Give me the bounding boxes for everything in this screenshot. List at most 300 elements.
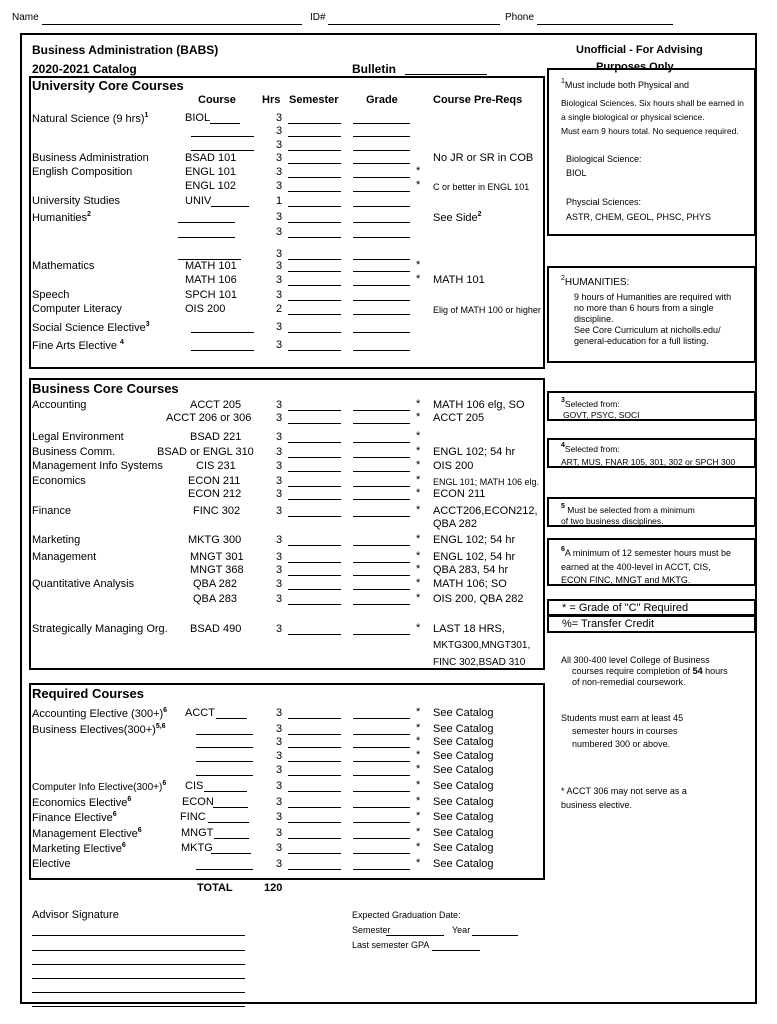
course-field[interactable] xyxy=(178,237,235,238)
advisor-signature-label: Advisor Signature xyxy=(32,909,119,921)
note4-line1: $^4$Selected from: xyxy=(561,442,620,454)
row-hours: 3 xyxy=(276,764,283,776)
row-prereq: ENGL 101; MATH 106 elg. xyxy=(433,477,540,487)
bulletin-label: Bulletin xyxy=(352,62,396,76)
note6-line1: $^6$A minimum of 12 semester hours must be xyxy=(561,546,731,558)
grade-field[interactable] xyxy=(353,123,410,124)
grade-c-marker: * xyxy=(416,411,421,423)
transfer-key: %= Transfer Credit xyxy=(562,618,655,630)
grade-field[interactable] xyxy=(353,775,410,776)
grade-field[interactable] xyxy=(353,853,410,854)
grade-field[interactable] xyxy=(353,761,410,762)
gpa-field[interactable] xyxy=(432,950,480,951)
name-field[interactable] xyxy=(42,24,302,25)
grade-field[interactable] xyxy=(353,575,410,576)
grade-c-marker: * xyxy=(416,722,421,734)
semester-field[interactable] xyxy=(288,471,341,472)
note1-box xyxy=(547,68,756,236)
semester-field[interactable] xyxy=(288,734,341,735)
note2-line2: no more than 6 hours from a single xyxy=(574,303,714,313)
col-hrs: Hrs xyxy=(262,94,281,106)
row-label: Computer Info $Elective(300+)^6$ xyxy=(32,780,167,793)
grade-c-marker: * xyxy=(416,430,421,442)
row-course: ECON xyxy=(182,796,214,808)
phone-field[interactable] xyxy=(537,24,673,25)
upper-note-3: of non-remedial coursework. xyxy=(572,677,686,687)
row-hours: 3 xyxy=(276,475,283,487)
phys-label: Physcial Sciences: xyxy=(566,197,642,207)
grade-field[interactable] xyxy=(353,634,410,635)
row-hours: 3 xyxy=(276,827,283,839)
row-prereq: ENGL 102; 54 hr xyxy=(433,534,516,546)
grade-field[interactable] xyxy=(353,206,410,207)
semester-field[interactable] xyxy=(288,791,341,792)
row-hours: 3 xyxy=(276,723,283,735)
grade-field[interactable] xyxy=(353,747,410,748)
row-course: ECON 211 xyxy=(188,475,241,487)
row-hours: 1 xyxy=(276,195,283,207)
row-hours: 3 xyxy=(276,274,283,286)
row-hours: 3 xyxy=(276,551,283,563)
signature-line[interactable] xyxy=(32,992,245,993)
grade-field[interactable] xyxy=(353,545,410,546)
course-field[interactable] xyxy=(196,761,253,762)
semester-field[interactable] xyxy=(288,516,341,517)
grade-field[interactable] xyxy=(353,807,410,808)
row-label: University Studies xyxy=(32,195,121,207)
grade-field[interactable] xyxy=(353,499,410,500)
course-field[interactable] xyxy=(210,123,240,124)
semester-field[interactable] xyxy=(288,575,341,576)
year-label: Year xyxy=(452,925,471,935)
row-course: CIS 231 xyxy=(196,460,236,472)
grade-field[interactable] xyxy=(353,410,410,411)
row-hours: 3 xyxy=(276,623,283,635)
course-field[interactable] xyxy=(214,838,249,839)
row-prereq: See Catalog xyxy=(433,842,494,854)
row-course: BSAD or ENGL 310 xyxy=(157,446,254,458)
row-hours: 3 xyxy=(276,321,283,333)
note2-line5: general-education for a full listing. xyxy=(574,336,709,346)
semester-field[interactable] xyxy=(288,123,341,124)
course-field[interactable] xyxy=(213,807,248,808)
course-field[interactable] xyxy=(191,332,254,333)
row-label: English Composition xyxy=(32,166,133,178)
row-course: QBA 283 xyxy=(193,593,238,605)
note1-line3: a single biological or physical science. xyxy=(561,112,705,122)
grade-c-marker: * xyxy=(416,857,421,869)
row-prereq: ACCT 205 xyxy=(433,412,485,424)
semester-field[interactable] xyxy=(288,350,341,351)
course-field[interactable] xyxy=(191,150,254,151)
grade-field[interactable] xyxy=(353,350,410,351)
grade-c-marker: * xyxy=(416,474,421,486)
semester-field[interactable] xyxy=(288,191,341,192)
last-gpa-label: Last semester GPA xyxy=(352,940,430,950)
university-core-heading: University Core Courses xyxy=(32,78,184,93)
row-course: MKTG xyxy=(181,842,213,854)
phone-label: Phone xyxy=(505,12,534,23)
row-course: MKTG 300 xyxy=(188,534,242,546)
grade-c-marker: * xyxy=(416,826,421,838)
grade-c-marker: * xyxy=(416,779,421,791)
col-grade: Grade xyxy=(366,94,398,106)
semester-field[interactable] xyxy=(288,300,341,301)
course-field[interactable] xyxy=(196,747,253,748)
note3-line1: $^3$Selected from: xyxy=(561,397,620,409)
row-course: BSAD 101 xyxy=(185,152,237,164)
course-field[interactable] xyxy=(208,822,249,823)
upper-note-1: All 300-400 level College of Business xyxy=(561,655,710,665)
note6-line2: earned at the 400-level in ACCT, CIS, xyxy=(561,562,711,572)
grade-field[interactable] xyxy=(353,222,410,223)
row-hours: 3 xyxy=(276,399,283,411)
row-label: Management xyxy=(32,551,97,563)
earn-note-3: numbered 300 or above. xyxy=(572,739,671,749)
semester-field[interactable] xyxy=(288,271,341,272)
note2-line3: discipline. xyxy=(574,314,614,324)
grade-field[interactable] xyxy=(353,486,410,487)
id-field[interactable] xyxy=(328,24,500,25)
grade-c-marker: * xyxy=(416,763,421,775)
row-label: Elective xyxy=(32,858,71,870)
semester-field[interactable] xyxy=(288,718,341,719)
course-field[interactable] xyxy=(216,718,247,719)
semester-field[interactable] xyxy=(288,822,341,823)
row-hours: 3 xyxy=(276,339,283,351)
row-prereq: See Catalog xyxy=(433,750,494,762)
note5-line1: $^5$ Must be selected from a minimum xyxy=(561,503,695,515)
row-label: Economics Elective$^6$ xyxy=(32,796,132,809)
phys-value: ASTR, CHEM, GEOL, PHSC, PHYS xyxy=(566,212,712,222)
grade-field[interactable] xyxy=(353,285,410,286)
row-course: ACCT xyxy=(185,707,215,719)
semester-field[interactable] xyxy=(288,853,341,854)
semester-field[interactable] xyxy=(288,237,341,238)
grade-field[interactable] xyxy=(353,259,410,260)
grade-field[interactable] xyxy=(353,271,410,272)
semester-field[interactable] xyxy=(288,222,341,223)
row-hours: 3 xyxy=(276,226,283,238)
row-hours: 3 xyxy=(276,811,283,823)
row-hours: 3 xyxy=(276,750,283,762)
note1-line1: $^1$Must include both Physical and xyxy=(561,78,689,90)
semester-field[interactable] xyxy=(386,935,444,936)
semester-field[interactable] xyxy=(288,747,341,748)
grade-c-marker: * xyxy=(416,622,421,634)
row-prereq: See Catalog xyxy=(433,796,494,808)
row-hours: 3 xyxy=(276,796,283,808)
grade-c-marker: * xyxy=(416,398,421,410)
row-hours: 3 xyxy=(276,505,283,517)
row-label: Business Comm. xyxy=(32,446,116,458)
row-label: Strategically Managing Org. xyxy=(32,623,168,635)
grade-field[interactable] xyxy=(353,300,410,301)
program-title: Business Administration (BABS) xyxy=(32,43,219,57)
note2-line4: See Core Curriculum at nicholls.edu/ xyxy=(574,325,721,335)
semester-field[interactable] xyxy=(288,545,341,546)
semester-field[interactable] xyxy=(288,589,341,590)
grade-field[interactable] xyxy=(353,163,410,164)
bulletin-field[interactable] xyxy=(405,74,487,75)
grade-field[interactable] xyxy=(353,604,410,605)
semester-field[interactable] xyxy=(288,410,341,411)
grade-field[interactable] xyxy=(353,332,410,333)
row-prereq: C or better in ENGL 101 xyxy=(433,182,530,192)
grade-c-marker: * xyxy=(416,259,421,271)
course-field[interactable] xyxy=(191,136,254,137)
row-hours: 3 xyxy=(276,125,283,137)
semester-field[interactable] xyxy=(288,332,341,333)
grade-field[interactable] xyxy=(353,314,410,315)
signature-line[interactable] xyxy=(32,950,245,951)
row-course: ECON 212 xyxy=(188,488,242,500)
row-label: Speech xyxy=(32,289,70,301)
year-field[interactable] xyxy=(472,935,518,936)
row-hours: 3 xyxy=(276,431,283,443)
row-hours: 3 xyxy=(276,780,283,792)
grade-field[interactable] xyxy=(353,442,410,443)
grade-c-marker: * xyxy=(416,810,421,822)
grade-c-marker: * xyxy=(416,445,421,457)
grade-field[interactable] xyxy=(353,589,410,590)
row-hours: 3 xyxy=(276,488,283,500)
course-field[interactable] xyxy=(211,206,249,207)
semester-field[interactable] xyxy=(288,150,341,151)
semester-field[interactable] xyxy=(288,206,341,207)
row-hours: 3 xyxy=(276,289,283,301)
semester-field[interactable] xyxy=(288,562,341,563)
grade-field[interactable] xyxy=(353,562,410,563)
row-prereq: ENGL 102; 54 hr xyxy=(433,446,516,458)
row-label: Mathematics xyxy=(32,260,95,272)
grade-c-marker: * xyxy=(416,504,421,516)
row-prereq: See Catalog xyxy=(433,780,494,792)
row-prereq: See Catalog xyxy=(433,858,494,870)
upper-note-2: courses require completion of 54 hours xyxy=(572,666,728,676)
grade-field[interactable] xyxy=(353,457,410,458)
col-prereqs: Course Pre-Reqs xyxy=(433,94,523,106)
row-hours: 3 xyxy=(276,166,283,178)
grade-field[interactable] xyxy=(353,177,410,178)
row-prereq: MATH 106 elg, SO xyxy=(433,399,525,411)
signature-line[interactable] xyxy=(32,935,245,936)
col-semester: Semester xyxy=(289,94,339,106)
row-hours: 3 xyxy=(276,534,283,546)
row-course: MATH 106 xyxy=(185,274,237,286)
semester-field[interactable] xyxy=(288,163,341,164)
row-course: ENGL 102 xyxy=(185,180,236,192)
catalog-year: 2020-2021 Catalog xyxy=(32,62,137,76)
course-field[interactable] xyxy=(191,350,254,351)
semester-field[interactable] xyxy=(288,486,341,487)
grade-field[interactable] xyxy=(353,869,410,870)
row-course: QBA 282 xyxy=(193,578,238,590)
row-course: ACCT 206 or 306 xyxy=(166,412,252,424)
row-prereq: See Catalog xyxy=(433,723,494,735)
semester-field[interactable] xyxy=(288,499,341,500)
row-prereq: MATH 106; SO xyxy=(433,578,507,590)
note5-line2: of two business disciplines. xyxy=(561,516,664,526)
semester-field[interactable] xyxy=(288,314,341,315)
grade-c-marker: * xyxy=(416,550,421,562)
row-prereq: ENGL 102, 54 hr xyxy=(433,551,516,563)
row-label: Marketing xyxy=(32,534,81,546)
id-label: ID# xyxy=(310,12,326,23)
row-prereq: No JR or SR in COB xyxy=(433,152,534,164)
row-course: MNGT 368 xyxy=(190,564,244,576)
row-hours: 3 xyxy=(276,564,283,576)
semester-field[interactable] xyxy=(288,259,341,260)
course-field[interactable] xyxy=(196,734,253,735)
grade-c-marker: * xyxy=(416,563,421,575)
grade-c-marker: * xyxy=(416,795,421,807)
grade-c-marker: * xyxy=(416,165,421,177)
course-field[interactable] xyxy=(196,775,253,776)
row-label: Finance xyxy=(32,505,72,517)
row-hours: 3 xyxy=(276,211,283,223)
col-course: Course xyxy=(198,94,236,106)
semester-field[interactable] xyxy=(288,807,341,808)
course-field[interactable] xyxy=(204,791,247,792)
row-label: Legal Environment xyxy=(32,431,124,443)
row-prereq: See Catalog xyxy=(433,736,494,748)
earn-note-2: semester hours in courses xyxy=(572,726,678,736)
row-hours: 3 xyxy=(276,707,283,719)
row-prereq: See Catalog xyxy=(433,827,494,839)
grade-field[interactable] xyxy=(353,150,410,151)
grade-field[interactable] xyxy=(353,791,410,792)
row-prereq: Elig of MATH 100 or higher xyxy=(433,305,541,315)
total-label: TOTAL xyxy=(197,882,233,894)
row-label: Social Science Elective$^3$ xyxy=(32,321,150,334)
semester-label: Semester xyxy=(352,925,391,935)
row-label: Business $Electives(300+)^{5,6}$ xyxy=(32,723,166,736)
row-prereq-cont: QBA 282 xyxy=(433,518,478,530)
grade-field[interactable] xyxy=(353,423,410,424)
row-prereq: See Catalog xyxy=(433,707,494,719)
grade-c-marker: * xyxy=(416,487,421,499)
row-label: Fine Arts Elective $^4$ xyxy=(32,339,124,352)
row-course: UNIV xyxy=(185,195,212,207)
grade-c-marker: * xyxy=(416,706,421,718)
grade-c-marker: * xyxy=(416,459,421,471)
row-course: MNGT xyxy=(181,827,214,839)
semester-field[interactable] xyxy=(288,457,341,458)
row-prereq: See Catalog xyxy=(433,811,494,823)
grade-field[interactable] xyxy=(353,471,410,472)
semester-field[interactable] xyxy=(288,838,341,839)
row-prereq: ACCT206,ECON212, xyxy=(433,505,538,517)
course-field[interactable] xyxy=(178,222,235,223)
grade-field[interactable] xyxy=(353,516,410,517)
row-hours: 3 xyxy=(276,112,283,124)
row-course: BSAD 490 xyxy=(190,623,242,635)
semester-field[interactable] xyxy=(288,634,341,635)
signature-line[interactable] xyxy=(32,1006,245,1007)
row-label: Accounting xyxy=(32,399,87,411)
grade-c-marker: * xyxy=(416,577,421,589)
semester-field[interactable] xyxy=(288,423,341,424)
grade-c-marker: * xyxy=(416,841,421,853)
semester-field[interactable] xyxy=(288,177,341,178)
note2-line1: 9 hours of Humanities are required with xyxy=(574,292,732,302)
row-course: BIOL xyxy=(185,112,211,124)
row-prereq: OIS 200 xyxy=(433,460,474,472)
row-course: OIS 200 xyxy=(185,303,226,315)
semester-field[interactable] xyxy=(288,285,341,286)
grade-c-marker: * xyxy=(416,592,421,604)
row-label: Management Info Systems xyxy=(32,460,163,472)
row-hours: 3 xyxy=(276,139,283,151)
row-hours: 3 xyxy=(276,842,283,854)
signature-line[interactable] xyxy=(32,978,245,979)
row-course: FINC xyxy=(180,811,206,823)
signature-line[interactable] xyxy=(32,964,245,965)
row-label: Accounting Elective $(300+)^6$ xyxy=(32,707,168,720)
grade-field[interactable] xyxy=(353,191,410,192)
semester-field[interactable] xyxy=(288,442,341,443)
row-hours: 3 xyxy=(276,858,283,870)
row-label: Business Administration xyxy=(32,152,149,164)
row-hours: 3 xyxy=(276,248,283,260)
row-label: Humanities$^2$ xyxy=(32,211,91,224)
row-course: ENGL 101 xyxy=(185,166,236,178)
row-label: Economics xyxy=(32,475,86,487)
course-field[interactable] xyxy=(211,853,251,854)
grade-field[interactable] xyxy=(353,822,410,823)
row-course: BSAD 221 xyxy=(190,431,242,443)
bio-label: Biological Science: xyxy=(566,154,642,164)
row-hours: 2 xyxy=(276,303,283,315)
grade-c-marker: * xyxy=(416,533,421,545)
course-field[interactable] xyxy=(196,869,253,870)
row-prereq: ECON 211 xyxy=(433,488,486,500)
row-course: MNGT 301 xyxy=(190,551,244,563)
row-label: Management Elective$^6$ xyxy=(32,827,142,840)
row-hours: 3 xyxy=(276,736,283,748)
unofficial-line2: Purposes Only xyxy=(596,61,674,73)
row-prereq-cont: FINC 302,BSAD 310 xyxy=(433,657,526,668)
grade-field[interactable] xyxy=(353,838,410,839)
grade-c-marker: * xyxy=(416,735,421,747)
row-label: Natural Science (9 hrs)$^1$ xyxy=(32,112,149,125)
row-hours: 3 xyxy=(276,578,283,590)
semester-field[interactable] xyxy=(288,869,341,870)
unofficial-line1: Unofficial - For Advising xyxy=(576,44,703,56)
semester-field[interactable] xyxy=(288,775,341,776)
grade-field[interactable] xyxy=(353,237,410,238)
row-label: Computer Literacy xyxy=(32,303,122,315)
semester-field[interactable] xyxy=(288,761,341,762)
earn-note-1: Students must earn at least 45 xyxy=(561,713,684,723)
semester-field[interactable] xyxy=(288,604,341,605)
note1-line2: Biological Sciences. Six hours shall be earned in xyxy=(561,98,744,108)
grade-c-marker: * xyxy=(416,273,421,285)
grade-field[interactable] xyxy=(353,718,410,719)
row-label: Marketing Elective$^6$ xyxy=(32,842,126,855)
row-prereq: OIS 200, QBA 282 xyxy=(433,593,524,605)
grade-field[interactable] xyxy=(353,734,410,735)
row-hours: 3 xyxy=(276,593,283,605)
required-courses-heading: Required Courses xyxy=(32,686,144,701)
semester-field[interactable] xyxy=(288,136,341,137)
row-course: FINC 302 xyxy=(193,505,241,517)
expected-graduation-label: Expected Graduation Date: xyxy=(352,910,461,920)
grade-field[interactable] xyxy=(353,136,410,137)
row-label: Finance Elective$^6$ xyxy=(32,811,117,824)
row-prereq: QBA 283, 54 hr xyxy=(433,564,509,576)
